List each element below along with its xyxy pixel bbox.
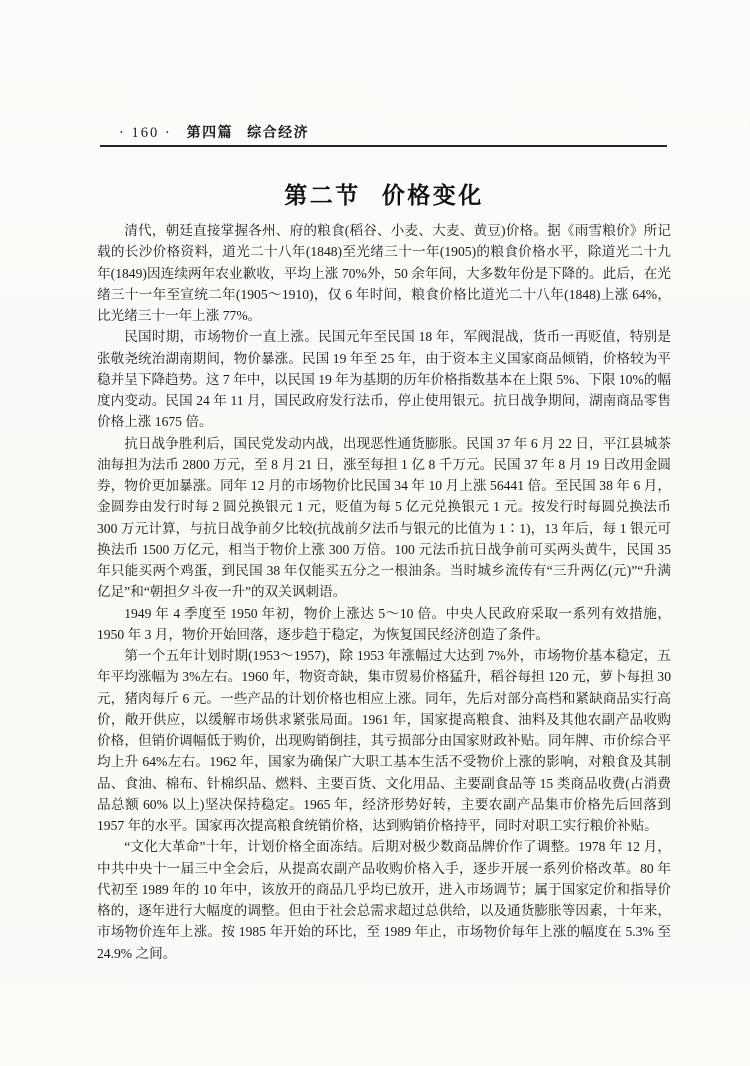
body-paragraph: 第一个五年计划时期(1953～1957)，除 1953 年涨幅过大达到 7%外，市场物价基本稳定，五年平均涨幅为 3%左右。1960 年，物资奇缺，集市贸易价格猛升，稻谷每担 120 元，萝卜每担 30 元，猪肉每斤 6 元。一些产品的计划价格也相应上涨。同年，先后对部分高档和紧缺商品实行高价，敞开供应，以缓解市场供求紧张局面。1961 年，国家提高粮食、油料及其他农副产品收购价格，但销价调幅低于购价，出现购销倒挂，其亏损部分由国家财政补贴。同年牌、市价综合平均上升 64%左右。1962 年，国家为确保广大职工基本生活不受物价上涨的影响，对粮食及其制品、食油、棉布、针棉织品、燃料、主要百货、文化用品、主要副食品等 15 类商品收费(占消费品总额 60% 以上)坚决保持稳定。1965 年，经济形势好转，主要农副产品集市价格先后回落到 1957 年的水平。国家再次提高粮食统销价格，达到购销价格持平，同时对职工实行粮价补贴。	[97, 648, 671, 833]
body-text	[97, 220, 671, 964]
part-label: 第四篇	[186, 124, 234, 140]
part-title: 综合经济	[247, 124, 310, 140]
section-title-text: 价格变化	[381, 182, 484, 208]
body-paragraph: 抗日战争胜利后，国民党发动内战，出现恶性通货膨胀。民国 37 年 6 月 22 日，平江县城茶油每担为法币 2800 万元，至 8 月 21 日，涨至每担 1 亿 8 千万元。民国 37 年 8 月 19 日改用金圆券，物价更加暴涨。同年 12 月的市场物价比民国 34 年 10 月上涨 56441 倍。至民国 38 年 6 月，金圆券由发行时每 2 圆兑换银元 1 元，贬值为每 5 亿元兑换银元 1 元。按发行时每圆兑换法币 300 万元计算，与抗日战争前夕比较(抗战前夕法币与银元的比值为 1∶1)，13 年后，每 1 银元可换法币 1500 万亿元，相当于物价上涨 300 万倍。100 元法币抗日战争前可买两头黄牛，民国 35 年只能买两个鸡蛋，到民国 38 年仅能买五分之一根油条。当时城乡流传有“三升两亿(元)”“升满亿足”和“朝担夕斗夜一升”的双关讽刺语。	[97, 435, 671, 600]
body-paragraph: 1949 年 4 季度至 1950 年初，物价上涨达 5～10 倍。中央人民政府采取一系列有效措施，1950 年 3 月，物价开始回落，逐步趋于稳定，为恢复国民经济创造了条件。	[97, 605, 671, 642]
body-paragraph: 清代，朝廷直接掌握各州、府的粮食(稻谷、小麦、大麦、黄豆)价格。据《雨雪粮价》所记载的长沙价格资料，道光二十八年(1848)至光绪三十一年(1905)的粮食价格水平，除道光二十九年(1849)因连续两年农业歉收，平均上涨 70%外，50 余年间，大多数年份是下降的。此后，在光绪三十一年至宣统二年(1905～1910)，仅 6 年时间，粮食价格比道光二十八年(1848)上涨 64%，比光绪三十一年上涨 77%。	[97, 223, 671, 323]
running-head	[119, 122, 309, 142]
body-paragraph: 民国时期，市场物价一直上涨。民国元年至民国 18 年，军阀混战，货币一再贬值，特别是张敬尧统治湖南期间，物价暴涨。民国 19 年至 25 年，由于资本主义国家商品倾销，价格较为平稳并呈下降趋势。这 7 年中，以民国 19 年为基期的历年价格指数基本在上限 5%、下限 10%的幅度内变动。民国 24 年 11 月，国民政府发行法币，停止使用银元。抗日战争期间，湖南商品零售价格上涨 1675 倍。	[97, 329, 671, 430]
header-rule	[100, 145, 667, 147]
section-title	[97, 177, 671, 210]
section-title-prefix: 第二节	[284, 182, 361, 208]
body-paragraph: “文化大革命”十年，计划价格全面冻结。后期对极少数商品牌价作了调整。1978 年 12 月，中共中央十一届三中全会后，从提高农副产品收购价格入手，逐步开展一系列价格改革。80 年代初至 1989 年的 10 年中，该放开的商品几乎均已放开，进入市场调节；属于国家定价和指导价格的，逐年进行大幅度的调整。但由于社会总需求超过总供给，以及通货膨胀等因素，十年来，市场物价连年上涨。按 1985 年开始的环比，至 1989 年止，市场物价每年上涨的幅度在 5.3% 至24.9% 之间。	[97, 839, 671, 961]
page-number: · 160 ·	[119, 125, 172, 141]
